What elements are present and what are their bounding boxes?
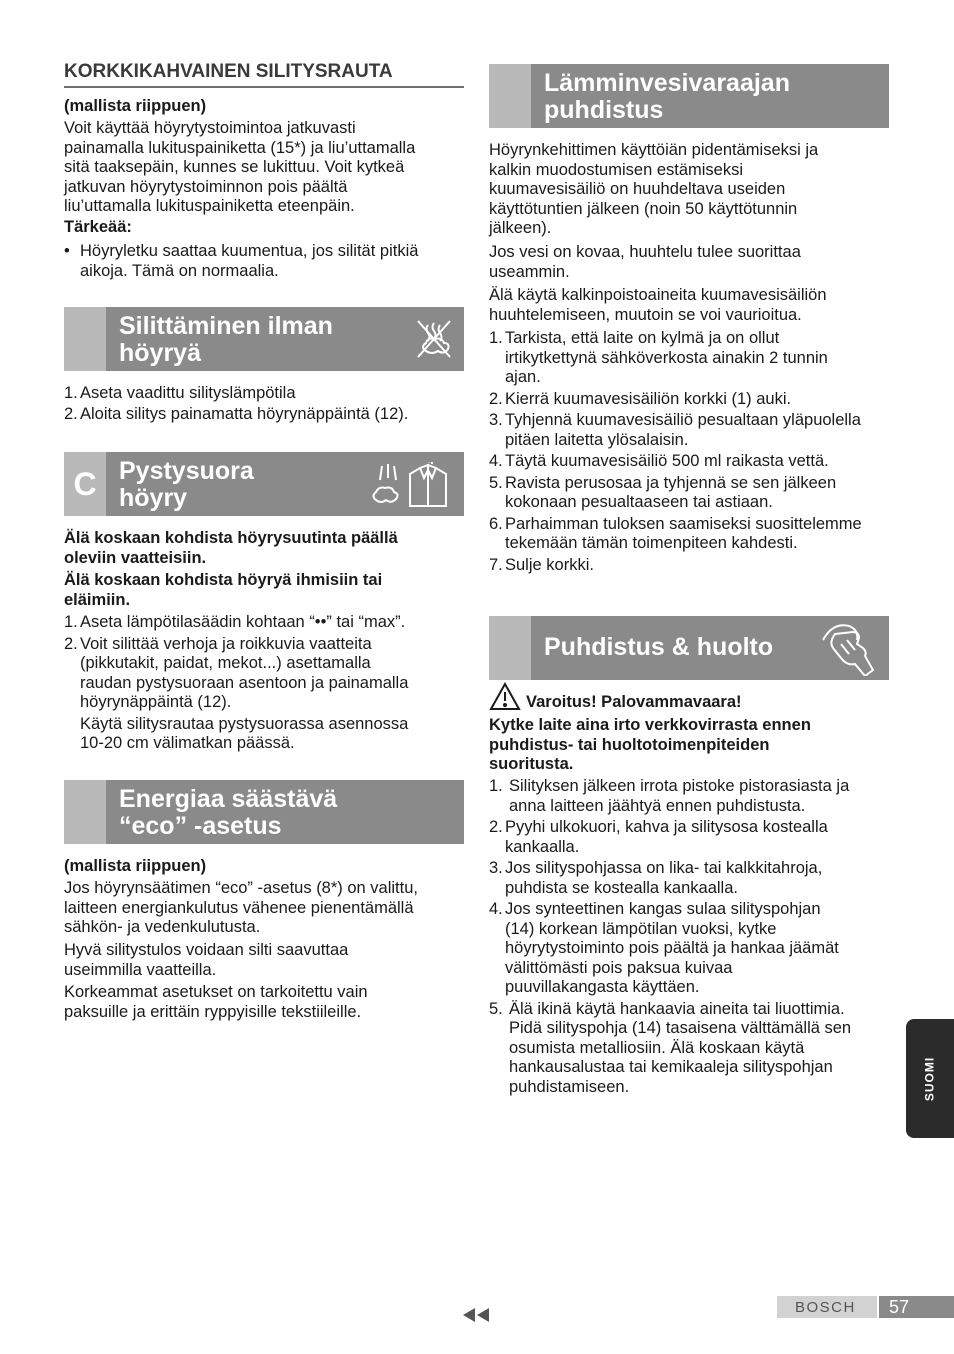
text-line: oleviin vaatteisiin. <box>64 548 207 567</box>
descale-paragraph <box>489 243 801 282</box>
text-line: sitä taaksepäin, kunnes se lukittuu. Voit kytkeä <box>64 158 405 176</box>
banner-title <box>119 786 337 840</box>
text-line: pitäen laitetta ylösalaisin. <box>505 430 689 449</box>
text-line: 10-20 cm välimatkan päässä. <box>80 734 295 752</box>
text-line: höyrynäppäintä (12). <box>80 693 232 711</box>
cleaning-hand-icon <box>819 620 879 682</box>
descale-paragraph <box>489 141 818 239</box>
item-text: Aseta lämpötilasäädin kohtaan “••” tai “max”. <box>80 613 406 631</box>
item-number: 1. <box>489 329 503 347</box>
text-line: hankausalustaa tai kemikaaleja silityspohjan <box>509 1058 833 1076</box>
text-line: jatkuvan höyrytystoiminnon pois päältä <box>64 177 348 196</box>
item-number: 5. <box>489 999 503 1018</box>
text-line: painamalla lukituspainiketta (15*) ja liu’uttamalla <box>64 138 416 157</box>
text-line: eläimiin. <box>64 590 131 609</box>
item-number: 5. <box>489 473 503 492</box>
text-line: Jos silityspohjassa on lika- tai kalkkitahroja, <box>505 859 823 877</box>
banner-title: Puhdistus & huolto <box>544 633 774 661</box>
important-label: Tärkeää: <box>64 218 132 236</box>
warning-text <box>64 571 382 610</box>
descale-paragraph <box>489 286 827 325</box>
vertical-steam-garment-icon <box>370 462 454 514</box>
no-steam-icon <box>414 317 454 367</box>
eco-paragraph <box>64 983 368 1022</box>
text-line: Hyvä silitystulos voidaan silti saavuttaa <box>64 941 349 959</box>
text-line: Jos vesi on kovaa, huuhtelu tulee suorittaa <box>489 243 801 261</box>
text-line: Silityksen jälkeen irrota pistoke pistorasiasta ja <box>509 777 850 795</box>
text-line: irtikytkettynä sähköverkosta ainakin 2 tunnin <box>505 348 828 367</box>
text-line: Sulje korkki. <box>505 555 594 574</box>
intro-paragraph <box>64 119 415 217</box>
text-line: puhdistus- tai huoltotoimenpiteiden <box>489 735 770 754</box>
list-item <box>489 329 889 388</box>
banner-tab <box>64 307 106 371</box>
text-line: käyttötuntien jälkeen (noin 50 käyttötunnin <box>489 199 798 218</box>
text-line: kalkin muodostumisen estämiseksi <box>489 160 744 179</box>
list-item <box>489 474 889 513</box>
model-note: (mallista riippuen) <box>64 97 207 115</box>
section-banner-vertical-steam <box>64 452 464 516</box>
text-line: kokonaan pesualtaaseen tai astiaan. <box>505 493 773 511</box>
section-banner-descale <box>489 64 889 128</box>
item-text: Aseta vaadittu silityslämpötila <box>80 384 296 402</box>
text-line: Kierrä kuumavesisäiliön korkki (1) auki. <box>505 389 792 408</box>
banner-title-line: höyry <box>119 484 188 512</box>
text-line: Höyryletku saattaa kuumentua, jos silität pitkiä <box>80 242 419 260</box>
banner-tab <box>489 64 531 128</box>
text-line: Kytke laite aina irto verkkovirrasta ennen <box>489 716 811 734</box>
warning-title: Varoitus! Palovammavaara! <box>526 693 742 711</box>
eco-paragraph <box>64 941 348 980</box>
brand-label: BOSCH <box>795 1299 856 1316</box>
warning-text <box>489 716 811 775</box>
banner-title-line: höyryä <box>119 339 201 367</box>
numbered-list <box>489 777 889 1097</box>
bullet-icon: • <box>64 242 70 260</box>
text-line: Parhaimman tuloksen saamiseksi suosittelemme <box>505 514 862 533</box>
banner-title-line: Energiaa säästävä <box>119 785 338 813</box>
item-number: 2. <box>489 818 503 836</box>
item-text: Aloita silitys painamatta höyrynäppäintä (12). <box>80 404 409 423</box>
text-line: Älä koskaan kohdista höyrysuutinta päällä <box>64 529 398 547</box>
item-number: 6. <box>489 514 503 533</box>
list-item <box>489 859 889 898</box>
text-line: Voit silittää verhoja ja roikkuvia vaatteita <box>80 634 372 653</box>
item-number: 2. <box>489 389 503 408</box>
text-line: puuvillakangasta käyttäen. <box>505 978 700 996</box>
banner-title <box>119 313 333 367</box>
item-number: 4. <box>489 900 503 918</box>
text-line: aikoja. Tämä on normaalia. <box>80 261 279 280</box>
list-item <box>489 452 889 472</box>
text-line: suoritusta. <box>489 755 574 773</box>
text-line: kuumavesisäiliö on huuhdeltava useiden <box>489 180 786 198</box>
text-line: välittömästi pois paksua kuivaa <box>505 958 733 977</box>
banner-title-line: Silittäminen ilman <box>119 312 333 340</box>
bullet-list <box>64 242 464 281</box>
text-line: anna laitteen jäähtyä ennen puhdistusta. <box>509 796 806 815</box>
text-line: puhdista se kostealla kankaalla. <box>505 878 738 897</box>
language-tab <box>906 1019 954 1138</box>
text-line: raudan pystysuoraan asentoon ja painamalla <box>80 673 409 692</box>
text-line: Täytä kuumavesisäiliö 500 ml raikasta vettä. <box>505 452 829 470</box>
list-item <box>489 411 889 450</box>
text-line: Korkeammat asetukset on tarkoitettu vain <box>64 983 368 1001</box>
text-line: useimmilla vaatteilla. <box>64 960 217 979</box>
text-line: laitteen energiankulutus vähenee pienentämällä <box>64 898 414 917</box>
eco-paragraph <box>64 879 418 938</box>
text-line: Tyhjennä kuumavesisäiliö pesualtaan yläpuolella <box>505 411 861 429</box>
text-line: kankaalla. <box>505 837 580 856</box>
list-item <box>64 635 464 754</box>
banner-tab <box>64 780 106 844</box>
text-line: liu’uttamalla lukituspainiketta eteenpäin. <box>64 197 355 215</box>
numbered-list <box>64 384 464 424</box>
banner-title-line: Lämminvesivaraajan <box>544 69 790 97</box>
text-line: tekemään tämän toimenpiteen kahdesti. <box>505 534 798 552</box>
text-line: useammin. <box>489 262 570 281</box>
brand-bar <box>777 1296 877 1318</box>
list-item <box>489 390 889 410</box>
banner-title <box>544 70 790 124</box>
text-line: ajan. <box>505 368 541 386</box>
banner-tab <box>489 616 531 680</box>
item-number: 3. <box>489 859 503 877</box>
text-line: Voit käyttää höyrytystoimintoa jatkuvasti <box>64 119 356 137</box>
text-line: (14) korkean lämpötilan vuoksi, kytke <box>505 919 777 938</box>
text-line: Käytä silitysrautaa pystysuorassa asennossa <box>80 714 409 733</box>
item-number: 1. <box>64 384 78 402</box>
banner-title-line: puhdistus <box>544 96 664 124</box>
text-line: Pyyhi ulkokuori, kahva ja silitysosa kostealla <box>505 818 828 836</box>
text-line: höyrytystoiminto pois päältä ja hankaa jäämät <box>505 939 839 957</box>
numbered-list <box>489 329 889 575</box>
banner-title-line: Pystysuora <box>119 457 254 485</box>
section-letter: C <box>73 466 97 502</box>
text-line: (pikkutakit, paidat, mekot...) asettamalla <box>80 654 371 672</box>
warning-text <box>64 529 398 568</box>
section-banner-eco <box>64 780 464 844</box>
text-line: jälkeen). <box>489 219 552 237</box>
list-item <box>64 405 464 425</box>
item-number: 1. <box>489 777 503 795</box>
section-banner-no-steam <box>64 307 464 371</box>
banner-title-line: “eco” -asetus <box>119 812 282 840</box>
text-line: Älä käytä kalkinpoistoaineita kuumavesisäiliön <box>489 286 827 304</box>
text-line: Jos höyrynsäätimen “eco” -asetus (8*) on valittu, <box>64 879 418 897</box>
language-tab-label: SUOMI <box>922 1056 937 1101</box>
item-number: 4. <box>489 452 503 470</box>
item-number: 2. <box>64 404 78 423</box>
text-line: puhdistamiseen. <box>509 1077 630 1096</box>
list-item <box>489 777 889 816</box>
text-line: Pidä silityspohja (14) tasaisena välttämällä sen <box>509 1019 852 1037</box>
text-line: Ravista perusosaa ja tyhjennä se sen jälkeen <box>505 473 837 492</box>
list-item <box>64 384 464 404</box>
warning-triangle-icon <box>489 682 521 717</box>
numbered-list <box>64 613 464 754</box>
page-number-box <box>879 1296 954 1318</box>
text-line: osumista metalliosiin. Älä koskaan käytä <box>509 1038 805 1057</box>
text-line: Tarkista, että laite on kylmä ja on ollut <box>505 329 780 347</box>
warning-line <box>489 693 742 713</box>
list-item <box>489 818 889 857</box>
list-item <box>489 1000 889 1098</box>
text-line: Älä koskaan kohdista höyryä ihmisiin tai <box>64 571 383 589</box>
text-line: Älä ikinä käytä hankaavia aineita tai liuottimia. <box>509 999 845 1018</box>
banner-title <box>119 458 254 512</box>
section-heading: KORKKIKAHVAINEN SILITYSRAUTA <box>64 60 464 88</box>
text-line: sähkön- ja vedenkulutusta. <box>64 918 261 936</box>
model-note: (mallista riippuen) <box>64 857 207 875</box>
item-number: 1. <box>64 613 78 631</box>
text-line: huuhtelemiseen, muutoin se voi vaurioitua. <box>489 305 802 324</box>
item-number: 2. <box>64 634 78 653</box>
list-item <box>489 900 889 998</box>
previous-page-icon[interactable] <box>463 1308 491 1328</box>
list-item <box>489 515 889 554</box>
text-line: Jos synteettinen kangas sulaa silityspohjan <box>505 900 821 918</box>
page-number: 57 <box>889 1297 910 1317</box>
list-item <box>64 613 464 633</box>
text-line: paksuille ja erittäin ryppyisille tekstiileille. <box>64 1002 362 1021</box>
section-banner-cleaning <box>489 616 889 680</box>
item-number: 3. <box>489 411 503 429</box>
text-line: Höyrynkehittimen käyttöiän pidentämiseksi ja <box>489 141 819 159</box>
item-number: 7. <box>489 555 503 574</box>
list-item <box>64 242 464 281</box>
list-item <box>489 556 889 576</box>
